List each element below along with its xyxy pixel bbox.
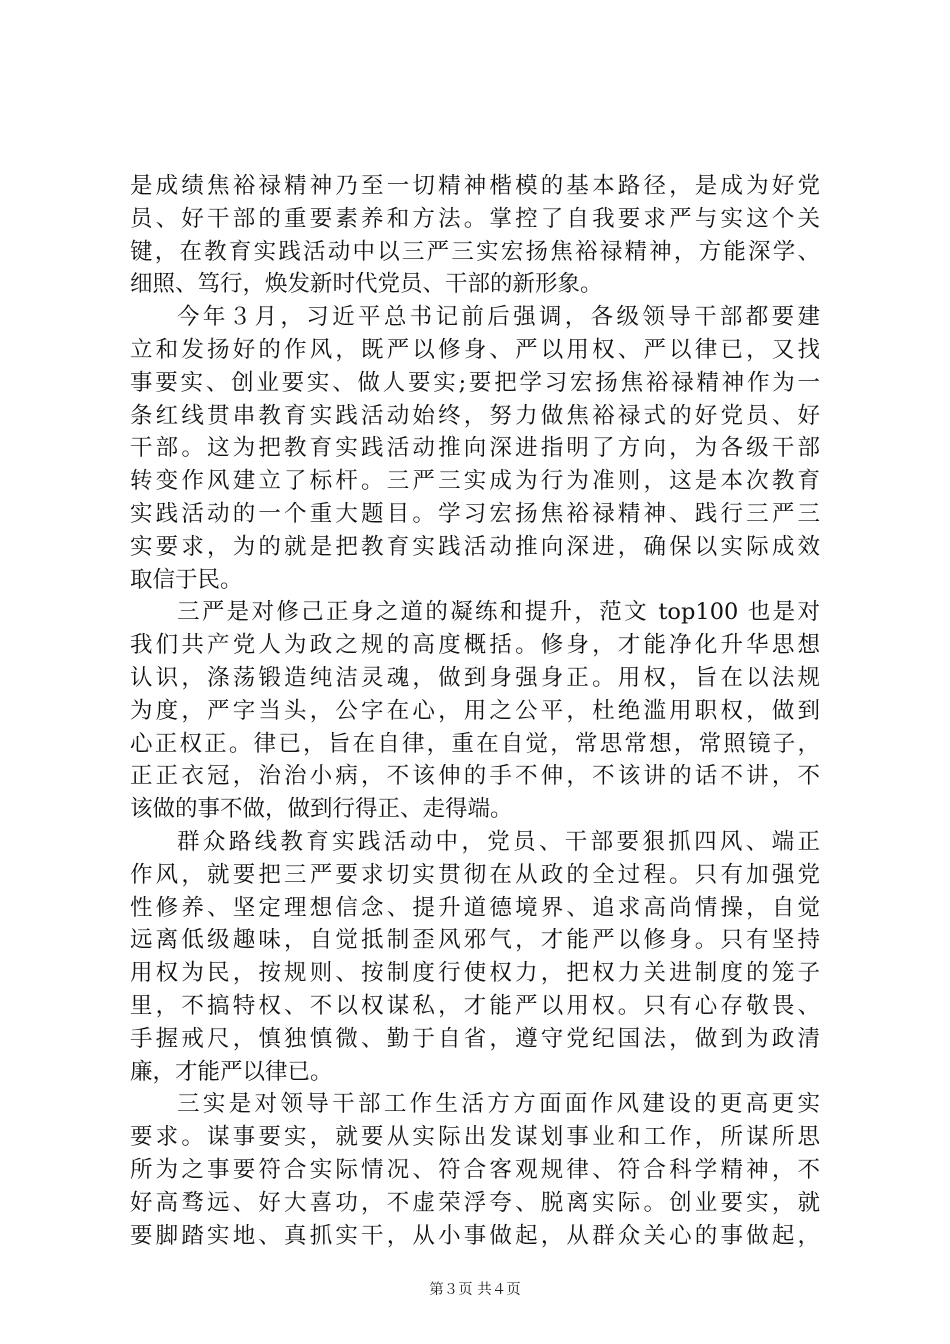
text-line: 三严是对修己正身之道的凝练和提升，范文 top100 也是对: [177, 599, 820, 626]
text-line: 条红线贯串教育实践活动始终，努力做焦裕禄式的好党员、好: [130, 402, 820, 429]
text-line: 廉，才能严以律已。: [130, 1058, 333, 1085]
text-line: 手握戒尺，慎独慎微、勤于自省，遵守党纪国法，做到为政清: [130, 1025, 820, 1052]
text-line: 群众路线教育实践活动中，党员、干部要狠抓四风、端正: [177, 828, 820, 855]
text-line: 细照、笃行，焕发新时代党员、干部的新形象。: [130, 271, 603, 298]
text-line: 取信于民。: [130, 566, 243, 593]
text-line: 是成绩焦裕禄精神乃至一切精神楷模的基本路径，是成为好党: [130, 173, 820, 199]
text-line: 用权为民，按规则、按制度行使权力，把权力关进制度的笼子: [130, 960, 820, 987]
text-line: 三实是对领导干部工作生活方方面面作风建设的更高更实: [177, 1091, 820, 1118]
text-line: 要脚踏实地、真抓实干，从小事做起，从群众关心的事做起，: [130, 1222, 820, 1249]
text-line: 认识，涤荡锻造纯洁灵魂，做到身强身正。用权，旨在以法规: [130, 664, 820, 691]
text-line: 该做的事不做，做到行得正、走得端。: [130, 796, 513, 823]
text-line: 我们共产党人为政之规的高度概括。修身，才能净化升华思想: [130, 632, 820, 659]
text-line: 转变作风建立了标杆。三严三实成为行为准则，这是本次教育: [130, 468, 820, 495]
text-line: 好高骛远、好大喜功，不虚荣浮夸、脱离实际。创业要实，就: [130, 1189, 820, 1216]
body-text: [130, 170, 820, 1252]
text-line: 键，在教育实践活动中以三严三实宏扬焦裕禄精神，方能深学、: [130, 238, 820, 265]
text-line: 员、好干部的重要素养和方法。掌控了自我要求严与实这个关: [130, 205, 820, 232]
text-line: 事要实、创业要实、做人要实;要把学习宏扬焦裕禄精神作为一: [130, 369, 820, 396]
text-line: 实践活动的一个重大题目。学习宏扬焦裕禄精神、践行三严三: [130, 500, 820, 527]
text-line: 里，不搞特权、不以权谋私，才能严以用权。只有心存敬畏、: [130, 992, 820, 1019]
text-line: 要求。谋事要实，就要从实际出发谋划事业和工作，所谋所思: [130, 1124, 820, 1151]
text-line: 实要求，为的就是把教育实践活动推向深进，确保以实际成效: [130, 533, 820, 560]
text-line: 心正权正。律已，旨在自律，重在自觉，常思常想，常照镜子，: [130, 730, 820, 757]
page-footer: 第３页 共４页: [429, 1282, 521, 1298]
text-line: 正正衣冠，治治小病，不该伸的手不伸，不该讲的话不讲，不: [130, 763, 820, 790]
text-line: 性修养、坚定理想信念、提升道德境界、追求高尚情操，自觉: [130, 894, 820, 921]
text-line: 干部。这为把教育实践活动推向深进指明了方向，为各级干部: [130, 435, 820, 462]
text-line: 作风，就要把三严要求切实贯彻在从政的全过程。只有加强党: [130, 861, 820, 888]
text-line: 所为之事要符合实际情况、符合客观规律、符合科学精神，不: [130, 1156, 820, 1183]
text-line: 为度，严字当头，公字在心，用之公平，杜绝滥用职权，做到: [130, 697, 820, 724]
text-line: 远离低级趣味，自觉抵制歪风邪气，才能严以修身。只有坚持: [130, 927, 820, 954]
text-line: 立和发扬好的作风，既严以修身、严以用权、严以律已，又找: [130, 336, 820, 363]
text-line: 今年３月，习近平总书记前后强调，各级领导干部都要建: [177, 304, 820, 331]
